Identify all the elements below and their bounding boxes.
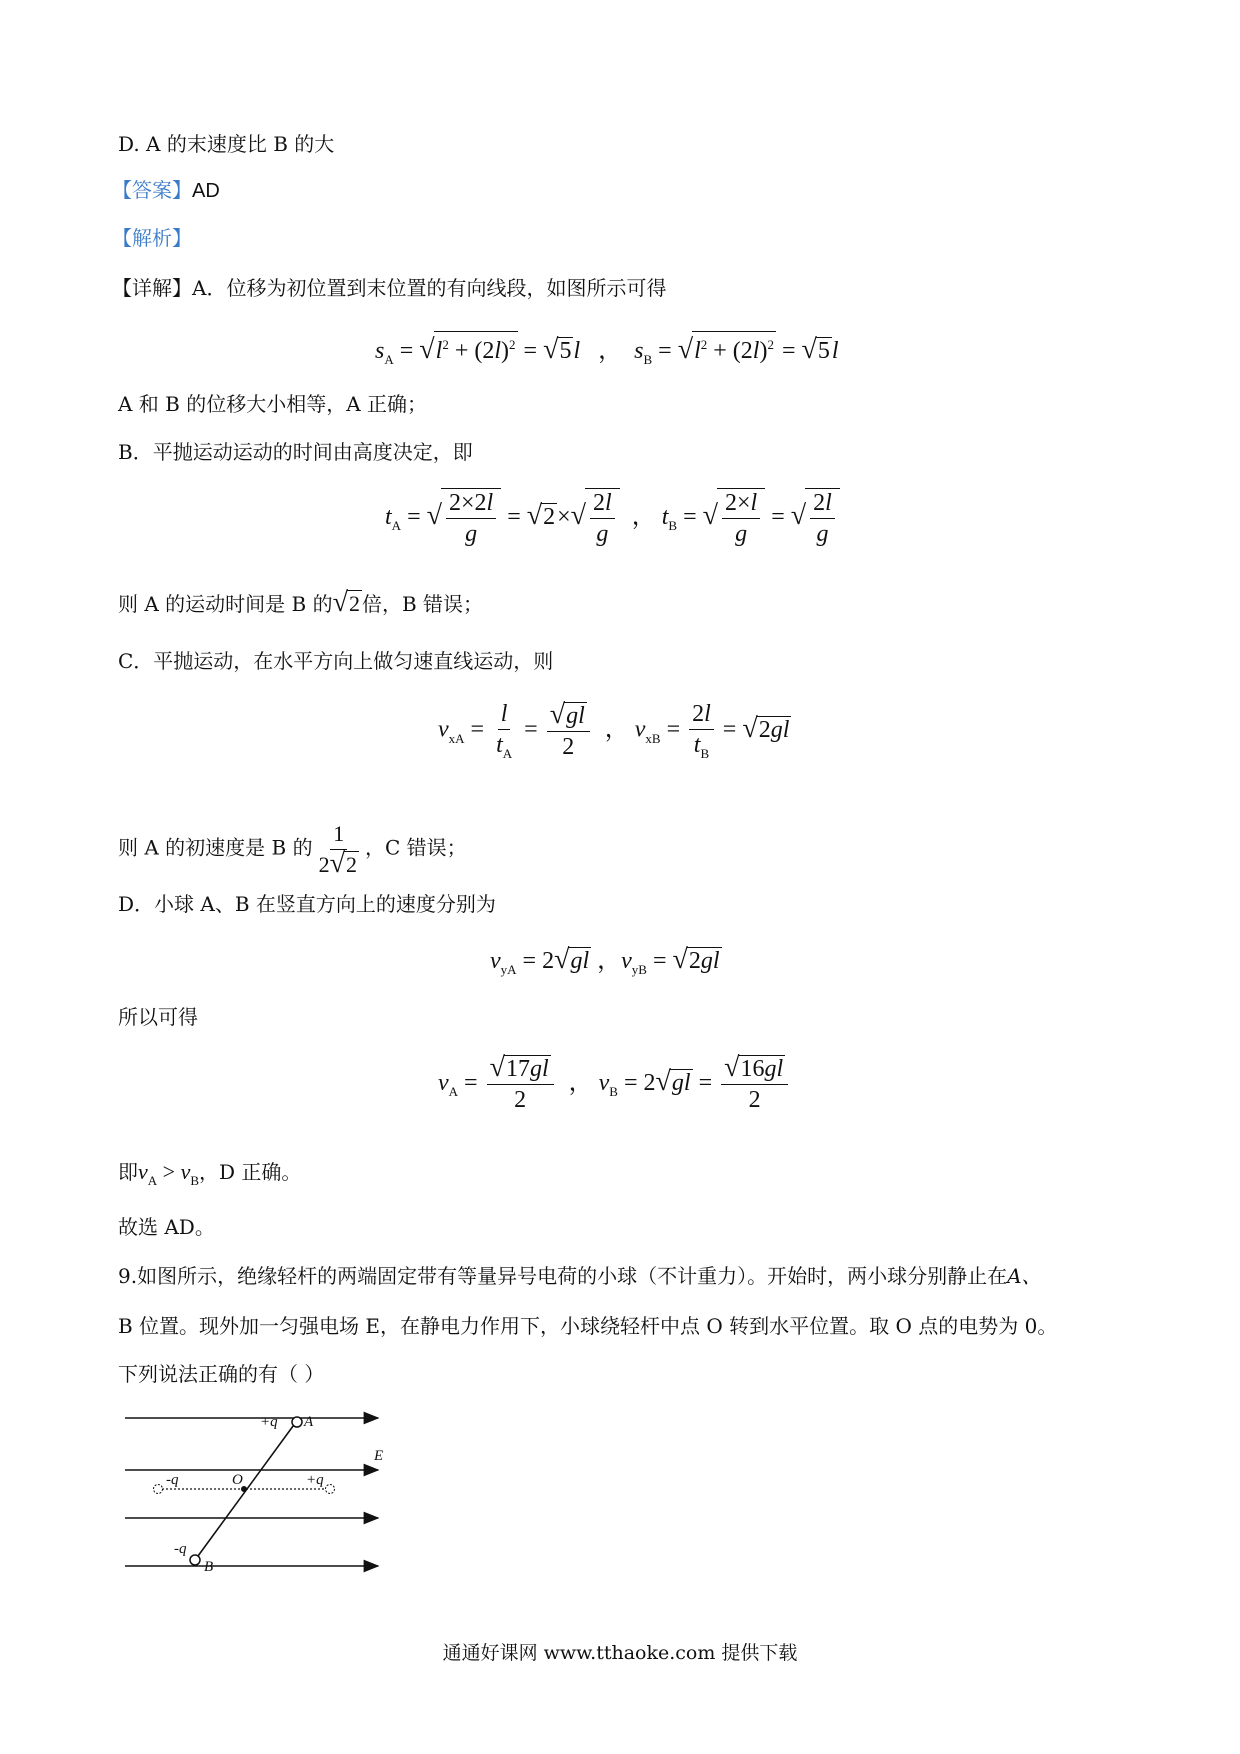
label-o: O bbox=[232, 1472, 243, 1488]
equation-time: $t_A$ = √ $\frac{2\times 2l}{g}$ = √2×√ $\frac{2l}{g}$ ， $t_B$ = √ $\frac{2\times l}{g}$ = √ $\frac{2l}{g}$ bbox=[385, 488, 840, 548]
conclusion-b-pre: 则 A 的运动时间是 B 的 bbox=[118, 592, 333, 616]
answer-line bbox=[112, 176, 220, 205]
conclusion-b: 则 A 的运动时间是 B 的√2 倍，B 错误； bbox=[118, 587, 484, 618]
analysis-label: 【解析】 bbox=[112, 226, 192, 250]
ball-a bbox=[292, 1417, 302, 1427]
q9-line1-text: 9.如图所示，绝缘轻杆的两端固定带有等量异号电荷的小球（不计重力）。开始时，两小球分别静止在 bbox=[118, 1264, 1008, 1288]
conclusion-d: 即$v_A > v_B$，D 正确。 bbox=[118, 1159, 302, 1188]
conclusion-b-post: 倍，B 错误； bbox=[361, 592, 484, 616]
label-e: E bbox=[374, 1448, 384, 1464]
part-b: B．平抛运动运动的时间由高度决定，即 bbox=[118, 440, 473, 464]
ball-right bbox=[326, 1485, 335, 1494]
q9-line2: B 位置。现外加一匀强电场 E，在静电力作用下，小球绕轻杆中点 O 转到水平位置。取 O 点的电势为 0。 bbox=[118, 1314, 1058, 1338]
detail-label: 【详解】 bbox=[112, 276, 192, 300]
label-minus-q-b: -q bbox=[174, 1541, 187, 1557]
electric-field-figure bbox=[120, 1408, 400, 1598]
conclusion-c-post: ，C 错误； bbox=[364, 835, 467, 860]
label-a: A bbox=[304, 1414, 314, 1430]
q9-line1 bbox=[118, 1262, 1042, 1290]
equation-v: $v_A$ = $\frac{√17gl}{2}$ ， $v_B = 2√gl$ = $\frac{√16gl}{2}$ bbox=[438, 1055, 791, 1114]
equation-displacement: $s_A = √l^2 + (2l)^2 = √5l$ ， $s_B = √l^2 + (2l)^2 = √5l$ bbox=[375, 330, 839, 365]
part-c: C．平抛运动，在水平方向上做匀速直线运动，则 bbox=[118, 649, 554, 673]
label-minus-q-left: -q bbox=[166, 1472, 179, 1488]
detail-text: A．位移为初位置到末位置的有向线段，如图所示可得 bbox=[192, 276, 667, 300]
ball-left bbox=[154, 1485, 163, 1494]
part-d: D．小球 A、B 在竖直方向上的速度分别为 bbox=[118, 892, 496, 916]
q9-line3: 下列说法正确的有（ ） bbox=[118, 1362, 325, 1386]
q9-line1-end: A、 bbox=[1007, 1264, 1042, 1288]
label-plus-q-right: +q bbox=[306, 1472, 324, 1488]
conclusion-a: A 和 B 的位移大小相等，A 正确； bbox=[118, 392, 428, 416]
equation-vx: $v_{xA}$ = $\frac{l}{t_A}$ = $\frac{√gl}{2}$ ， $v_{xB}$ = $\frac{2l}{t_B}$ = √2gl bbox=[438, 698, 790, 761]
footer: 通通好课网 www.tthaoke.com 提供下载 bbox=[442, 1642, 798, 1664]
ball-b bbox=[190, 1555, 200, 1565]
option-d: D. A 的末速度比 B 的大 bbox=[118, 132, 335, 156]
answer-value: AD bbox=[192, 180, 220, 202]
answer-label: 【答案】 bbox=[112, 178, 192, 202]
equation-vy: $v_{yA} = 2√gl$ ，$v_{yB} = √2gl$ bbox=[490, 944, 720, 977]
conclusion-c-pre: 则 A 的初速度是 B 的 bbox=[118, 835, 313, 860]
detail-line bbox=[112, 274, 666, 302]
choose-line: 故选 AD。 bbox=[118, 1215, 215, 1239]
label-plus-q-a: +q bbox=[260, 1414, 278, 1430]
conclusion-c: 则 A 的初速度是 B 的 $\frac{1}{2√2}$ ，C 错误； bbox=[118, 821, 467, 879]
so-line: 所以可得 bbox=[118, 1005, 198, 1029]
label-b: B bbox=[204, 1559, 214, 1575]
conclusion-d-pre: 即 bbox=[118, 1160, 138, 1184]
conclusion-d-post: ，D 正确。 bbox=[199, 1160, 302, 1184]
